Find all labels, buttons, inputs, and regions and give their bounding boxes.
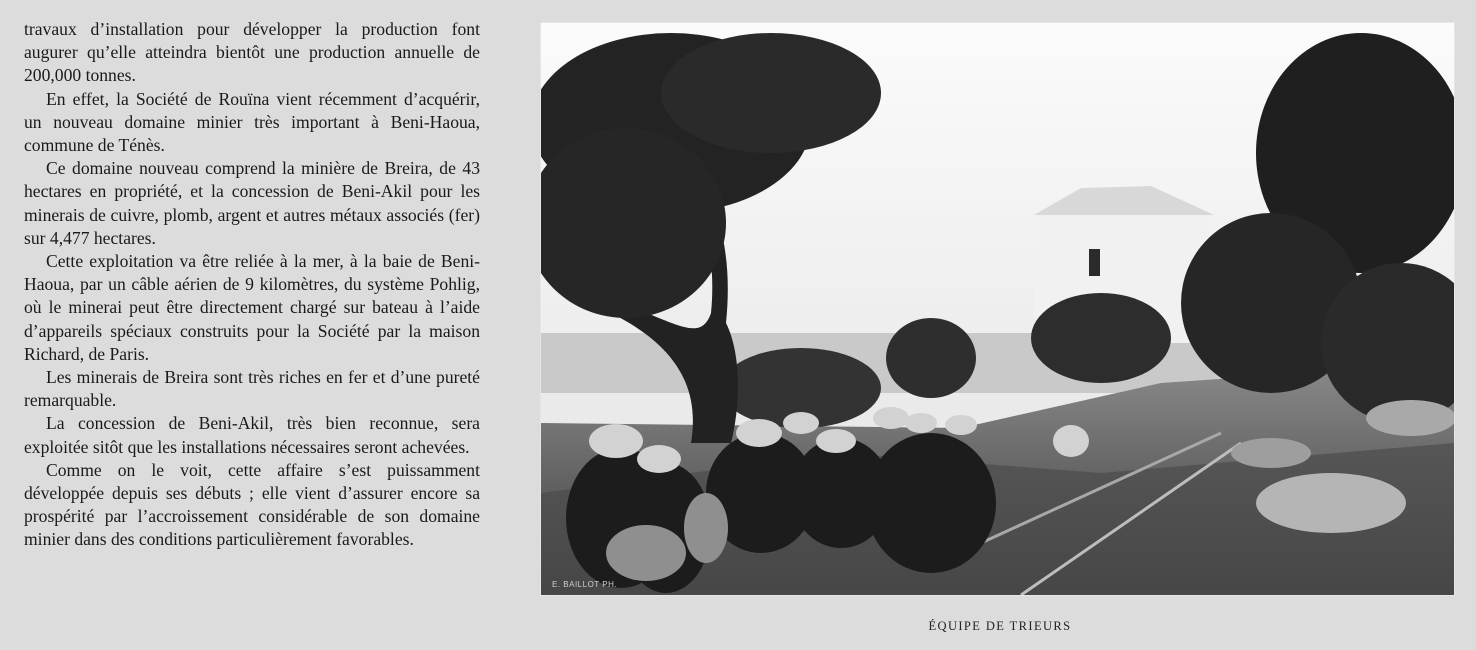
photo-caption: ÉQUIPE DE TRIEURS [928, 619, 1072, 633]
paragraph-6: La concession de Beni-Akil, très bien reconnue, sera exploitée sitôt que les installations nécessaires seront achevées. [24, 413, 480, 457]
paragraph-3: Ce domaine nouveau comprend la minière de Breira, de 43 hectares en propriété, et la concession de Beni-Akil pour les minerais de cuivre, plomb, argent et autres métaux associés (fer) sur 4,477 hectares. [24, 158, 480, 248]
photo-scene [541, 23, 1454, 595]
photograph [540, 22, 1455, 596]
paragraph-4: Cette exploitation va être reliée à la mer, à la baie de Beni-Haoua, par un câble aérien de 9 kilomètres, du système Pohlig, où le minerai peut être directement chargé sur bateau à l’aide d’appareils spéciaux construits pour la Société par la maison Richard, de Paris. [24, 251, 480, 364]
text-column [24, 18, 480, 552]
paragraph-1: travaux d’installation pour développer la production font augurer qu’elle atteindra bientôt une production annuelle de 200,000 tonnes. [24, 19, 480, 86]
photo-credit: E. BAILLOT PH. [552, 580, 618, 589]
paragraph-5: Les minerais de Breira sont très riches en fer et d’une pureté remarquable. [24, 367, 480, 411]
paragraph-2: En effet, la Société de Rouïna vient récemment d’acquérir, un nouveau domaine minier très important à Beni-Haoua, commune de Ténès. [24, 88, 480, 156]
paragraph-7: Comme on le voit, cette affaire s’est puissamment développée depuis ses débuts ; elle vient d’assurer encore sa prospérité par l’accroissement considérable de son domaine minier dans des conditions particulièrement favorables. [24, 459, 480, 550]
